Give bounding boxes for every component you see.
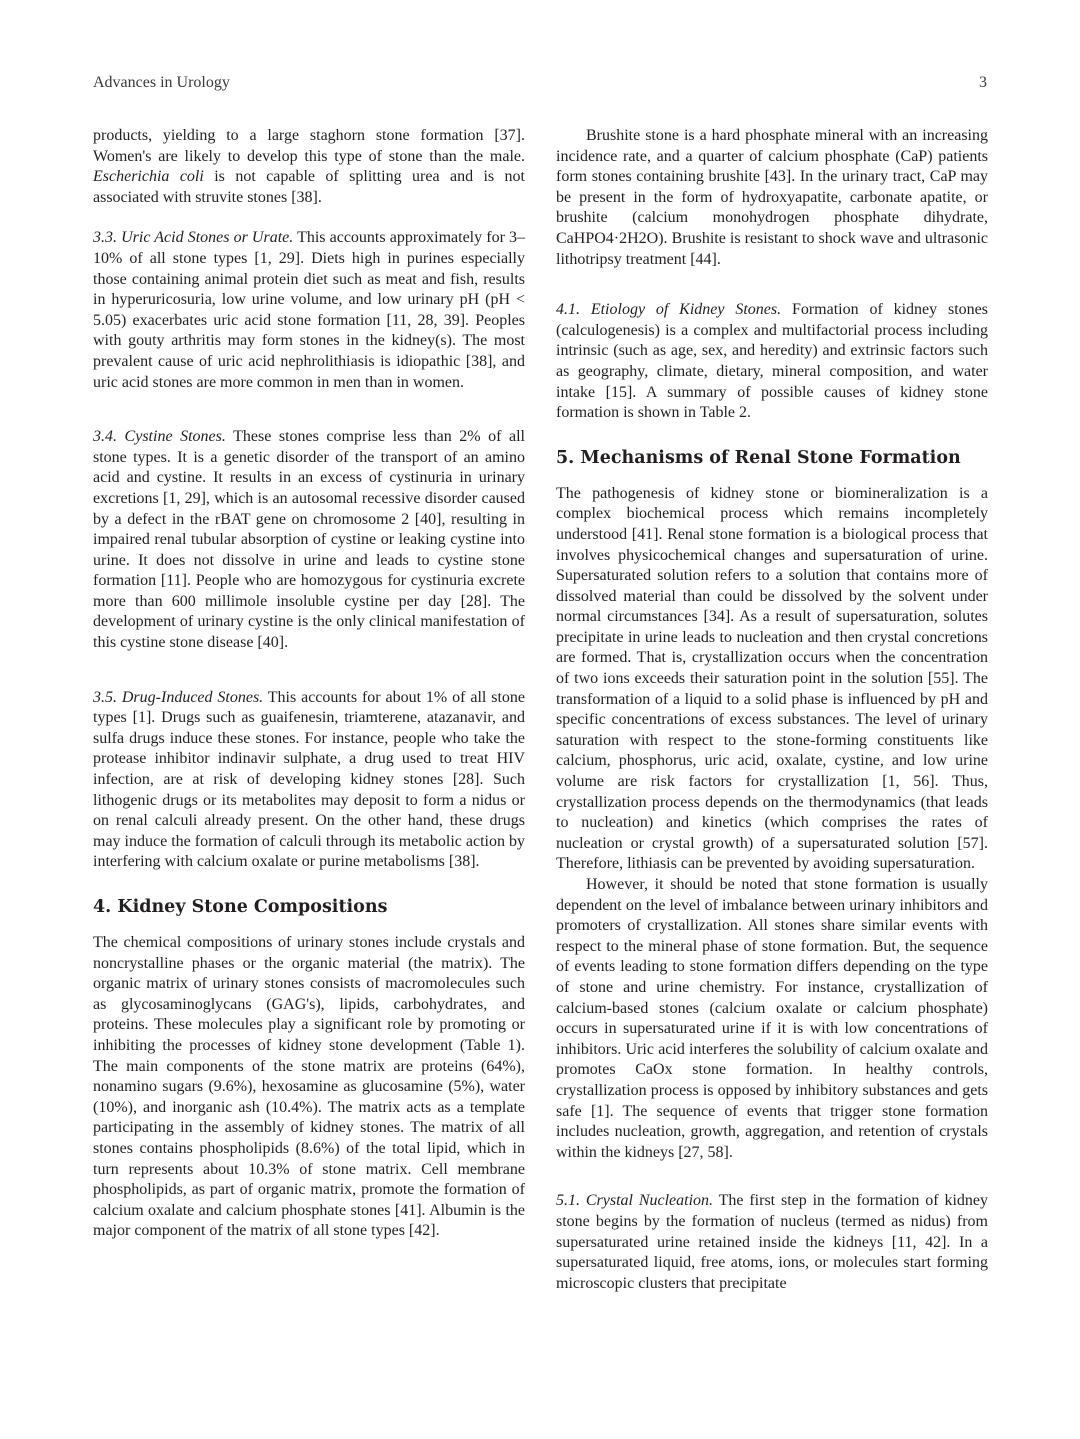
left-column [93,126,525,1242]
section-heading-4: 4. Kidney Stone Compositions [93,897,388,917]
subsection-title-4-1: 4.1. Etiology of Kidney Stones. [556,301,782,319]
paragraph-text: Formation of kidney stones (calculogenesis) is a complex and multifactorial process including intrinsic (such as age, sex, and heredity) and extrinsic factors such as geography, climate, dietary, mineral composition, and water intake [15]. A summary of possible causes of kidney stone formation is shown in Table 2. [556,301,988,422]
paragraph-mechanisms-1: The pathogenesis of kidney stone or biomineralization is a complex biochemical process which remains incompletely understood [41]. Renal stone formation is a biological process that involves physicochemical changes and supersaturation of urine. Supersaturated solution refers to a solution that contains more of dissolved material than could be dissolved by the solvent under normal circumstances [34]. As a result of supersaturation, solutes precipitate in urine leads to nucleation and then crystal concretions are formed. That is, crystallization occurs when the concentration of two ions exceeds their saturation point in the solution [55]. The transformation of a liquid to a solid phase is influenced by pH and specific concentrations of excess substances. The level of urinary saturation with respect to the stone-forming constituents like calcium, phosphorus, uric acid, oxalate, cystine, and low urine volume are risk factors for crystallization [1, 56]. Thus, crystallization process depends on the thermodynamics (that leads to nucleation) and kinetics (which comprises the rates of nucleation or crystal growth) of a supersaturated solution [57]. Therefore, lithiasis can be prevented by avoiding supersaturation. [556,484,988,873]
paragraph-text: products, yielding to a large staghorn stone formation [37]. Women's are likely to develop this type of stone than the male. [93,127,525,165]
page-number: 3 [979,74,987,91]
paragraph-drug-induced-stones [93,688,525,873]
right-column [556,126,988,1294]
paragraph-crystal-nucleation [556,1191,988,1294]
paragraph-text: The first step in the formation of kidney stone begins by the formation of nucleus (termed as nidus) from supersaturated urine retained inside the kidneys [11, 42]. In a supersaturated liquid, free atoms, ions, or molecules start forming microscopic clusters that precipitate [556,1192,989,1292]
paragraph-uric-acid-stones [93,228,525,393]
paragraph-etiology [556,300,988,424]
subsection-title-3-3: 3.3. Uric Acid Stones or Urate. [93,229,294,247]
running-header [93,74,987,98]
paragraph-cystine-stones [93,427,525,654]
paragraph-text: These stones comprise less than 2% of all stone types. It is a genetic disorder of the transport of an amino acid and cystine. It results in an excess of cystinuria in urinary excretions [1, 29], which is an autosomal recessive disorder caused by a defect in the rBAT gene on chromosome 2 [40], resulting in impaired renal tubular absorption of cystine or leaking cystine into urine. It does not dissolve in urine and leads to cystine stone formation [11]. People who are homozygous for cystinuria excrete more than 600 millimole insoluble cystine per day [28]. The development of urinary cystine is the only clinical manifestation of this cystine stone disease [40]. [93,428,525,652]
paragraph-brushite: Brushite stone is a hard phosphate mineral with an increasing incidence rate, and a quarter of calcium phosphate (CaP) patients form stones containing brushite [43]. In the urinary tract, CaP may be present in the form of hydroxyapatite, carbonate apatite, or brushite (calcium monohydrogen phosphate dihydrate, CaHPO4·2H2O). Brushite is resistant to shock wave and ultrasonic lithotripsy treatment [44]. [556,127,988,268]
journal-name: Advances in Urology [93,74,230,91]
subsection-title-3-5: 3.5. Drug-Induced Stones. [93,688,264,706]
paragraph-text: This accounts approximately for 3–10% of all stone types [1, 29]. Diets high in purines especially those containing animal protein diet such as meat and fish, results in hyperuricosuria, low urine volume, and low urinary pH (pH < 5.05) exacerbates uric acid stone formation [11, 28, 39]. Peoples with gouty arthritis may form stones in the kidney(s). The most prevalent cause of uric acid nephrolithiasis is idiopathic [38], and uric acid stones are more common in men than in women. [93,229,526,391]
paragraph-text: This accounts for about 1% of all stone types [1]. Drugs such as guaifenesin, triamterene, atazanavir, and sulfa drugs induce these stones. For instance, people who take the protease inhibitor indinavir sulphate, a drug used to treat HIV infection, are at risk of developing kidney stones [28]. Such lithogenic drugs or its metabolites may deposit to form a nidus or on renal calculi already present. On the other hand, these drugs may induce the formation of calculi through its metabolic action by interfering with calcium oxalate or purine metabolisms [38]. [93,688,525,871]
section-heading-5: 5. Mechanisms of Renal Stone Formation [556,447,961,468]
paragraph-stone-compositions: The chemical compositions of urinary stones include crystals and noncrystalline phases or the organic material (the matrix). The organic matrix of urinary stones consists of macromolecules such as glycosaminoglycans (GAG's), lipids, carbohydrates, and proteins. These molecules play a significant role by promoting or inhibiting the processes of kidney stone development (Table 1). The main components of the stone matrix are proteins (64%), nonamino sugars (9.6%), hexosamine as glucosamine (5%), water (10%), and inorganic ash (10.4%). The matrix acts as a template participating in the assembly of kidney stones. The matrix of all stones contains phospholipids (8.6%) of the total lipid, which in turn represents about 10.3% of stone matrix. Cell membrane phospholipids, as part of organic matrix, promote the formation of calcium oxalate and calcium phosphate stones [41]. Albumin is the major component of the matrix of all stone types [42]. [93,934,525,1240]
paragraph-mechanisms-2: However, it should be noted that stone formation is usually dependent on the level of imbalance between urinary inhibitors and promoters of crystallization. All stones share similar events with respect to the mineral phase of stone formation. But, the sequence of events leading to stone formation differs depending on the type of stone and urine chemistry. For instance, crystallization of calcium-based stones (calcium oxalate or calcium phosphate) occurs in supersaturated urine if it is with low concentrations of inhibitors. Uric acid interferes the solubility of calcium oxalate and promotes CaOx stone formation. In healthy controls, crystallization process is opposed by inhibitory substances and gets safe [1]. The sequence of events that trigger stone formation includes nucleation, growth, aggregation, and retention of crystals within the kidneys [27, 58]. [556,876,988,1161]
paragraph-text: is not capable of splitting urea and is not associated with struvite stones [38]. [93,168,525,206]
subsection-title-5-1: 5.1. Crystal Nucleation. [556,1192,714,1210]
subsection-title-3-4: 3.4. Cystine Stones. [93,428,226,446]
species-name: Escherichia coli [93,168,204,186]
paragraph-struvite-end [93,126,525,208]
